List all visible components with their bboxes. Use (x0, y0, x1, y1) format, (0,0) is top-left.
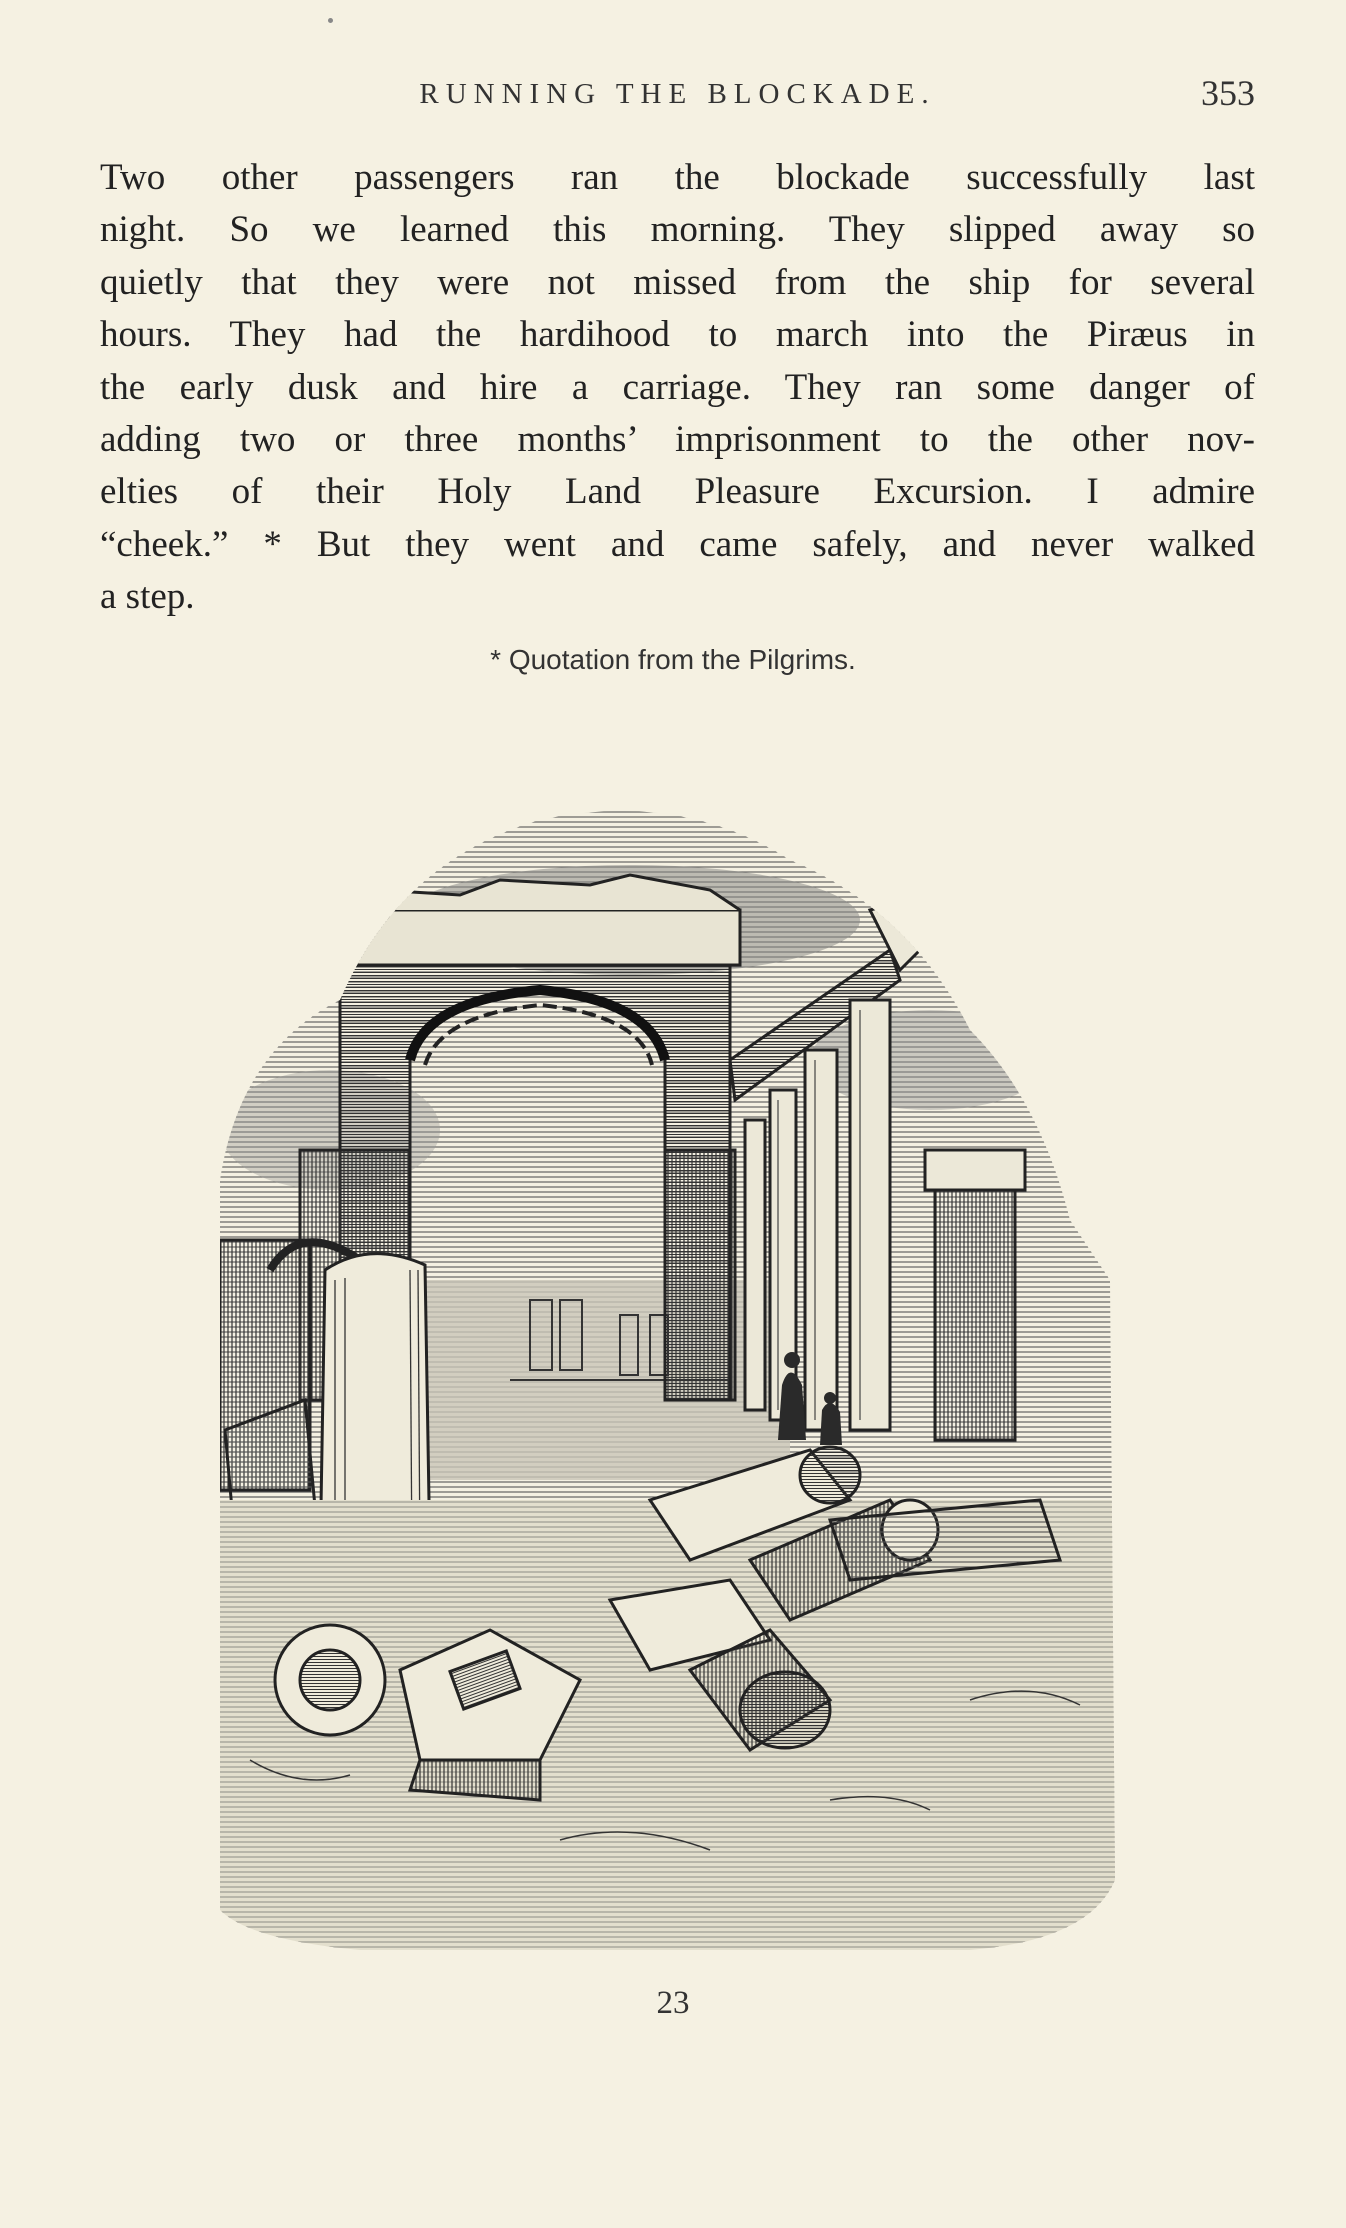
text-line: adding two or three months’ imprisonment to the other nov- (100, 419, 1255, 461)
signature-mark: 23 (656, 1985, 690, 2021)
running-head (100, 72, 1255, 122)
text-line: “cheek.” * But they went and came safely, and never walked (100, 523, 1255, 565)
text-line: the early dusk and hire a carriage. They ran some danger of (100, 366, 1255, 408)
text-line: a step. (100, 576, 195, 618)
ruins-engraving (210, 800, 1140, 1960)
page-number: 353 (1201, 73, 1255, 113)
page-speck (328, 18, 333, 23)
text-line: quietly that they were not missed from the ship for several (100, 261, 1255, 303)
running-title: RUNNING THE BLOCKADE. (419, 78, 936, 110)
footnote: * Quotation from the Pilgrims. (490, 644, 856, 675)
text-line: elties of their Holy Land Pleasure Excursion. I admire (100, 471, 1255, 513)
text-line: Two other passengers ran the blockade successfully last (100, 157, 1255, 198)
body-paragraph (100, 152, 1255, 624)
text-line: hours. They had the hardihood to march into the Piræus in (100, 314, 1255, 356)
text-line: night. So we learned this morning. They slipped away so (100, 209, 1255, 251)
